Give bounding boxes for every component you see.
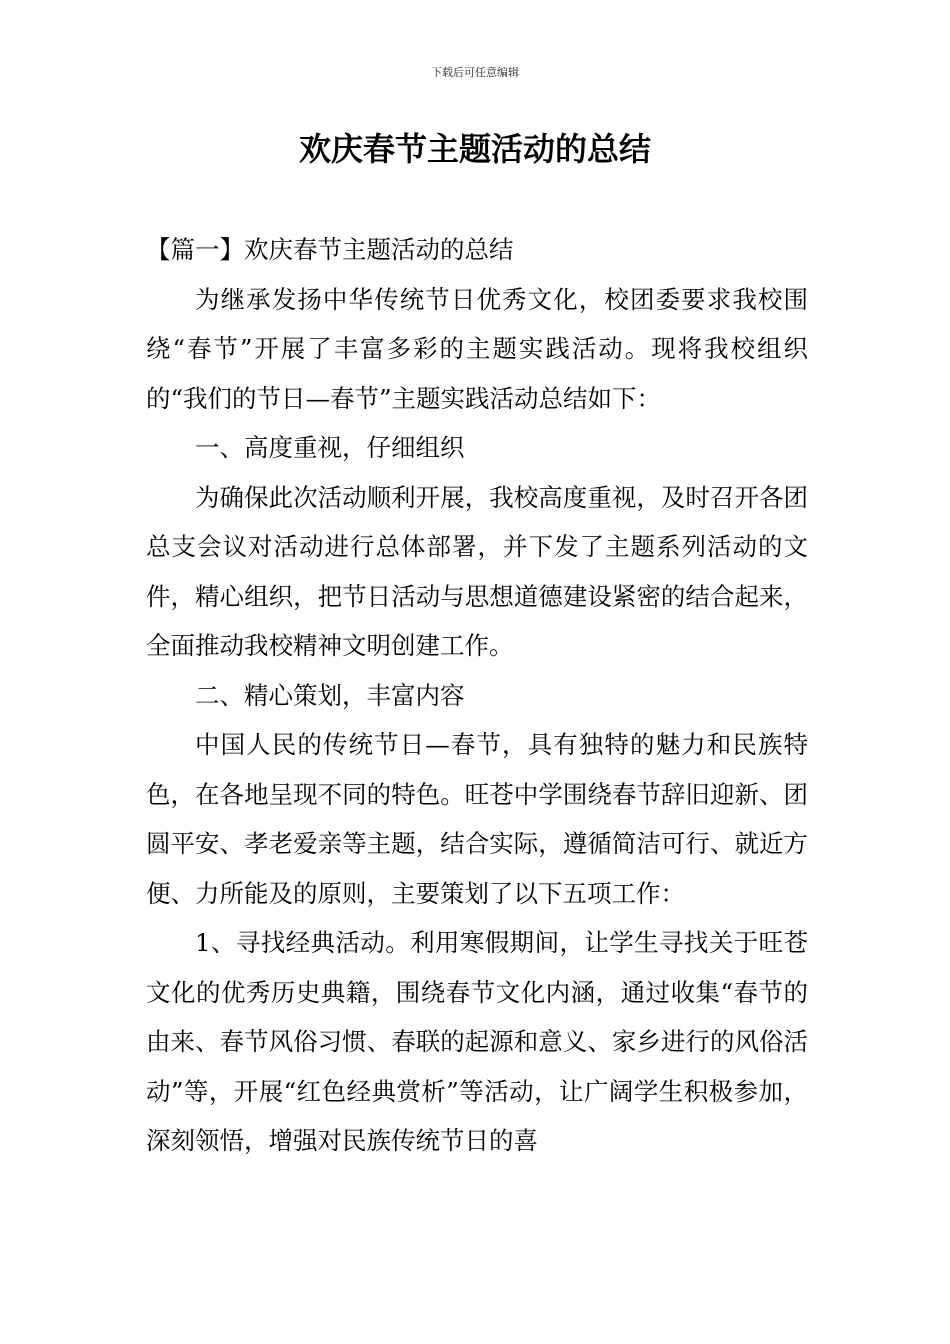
document-body [146,225,808,1166]
heading-part-two: 二、精心策划，丰富内容 [195,680,465,710]
paragraph-part-two: 中国人民的传统节日—春节，具有独特的魅力和民族特色，在各地呈现不同的特色。旺苍中学围绕春节辞旧迎新、团圆平安、孝老爱亲等主题，结合实际，遵循简洁可行、就近方便、力所能及的原则，主要策划了以下五项工作： [146,730,808,908]
document-title: 欢庆春节主题活动的总结 [298,130,651,168]
heading-part-one: 一、高度重视，仔细组织 [195,433,465,462]
paragraph-item-one: 1、寻找经典活动。利用寒假期间，让学生寻找关于旺苍文化的优秀历史典籍，围绕春节文化内涵，通过收集“春节的由来、春节风俗习惯、春联的起源和意义、家乡进行的风俗活动”等，开展“红色经典赏析”等活动，让广阔学生积极参加，深刻领悟，增强对民族传统节日的喜 [146,928,808,1155]
header-note: 下载后可任意编辑 [431,66,519,79]
paragraph-intro: 为继承发扬中华传统节日优秀文化，校团委要求我校围绕“春节”开展了丰富多彩的主题实践活动。现将我校组织的“我们的节日—春节”主题实践活动总结如下： [146,284,808,413]
section-heading: 【篇一】欢庆春节主题活动的总结 [146,235,514,264]
paragraph-part-one: 为确保此次活动顺利开展，我校高度重视，及时召开各团总支会议对活动进行总体部署，并下发了主题系列活动的文件，精心组织，把节日活动与思想道德建设紧密的结合起来，全面推动我校精神文明创建工作。 [146,482,808,660]
